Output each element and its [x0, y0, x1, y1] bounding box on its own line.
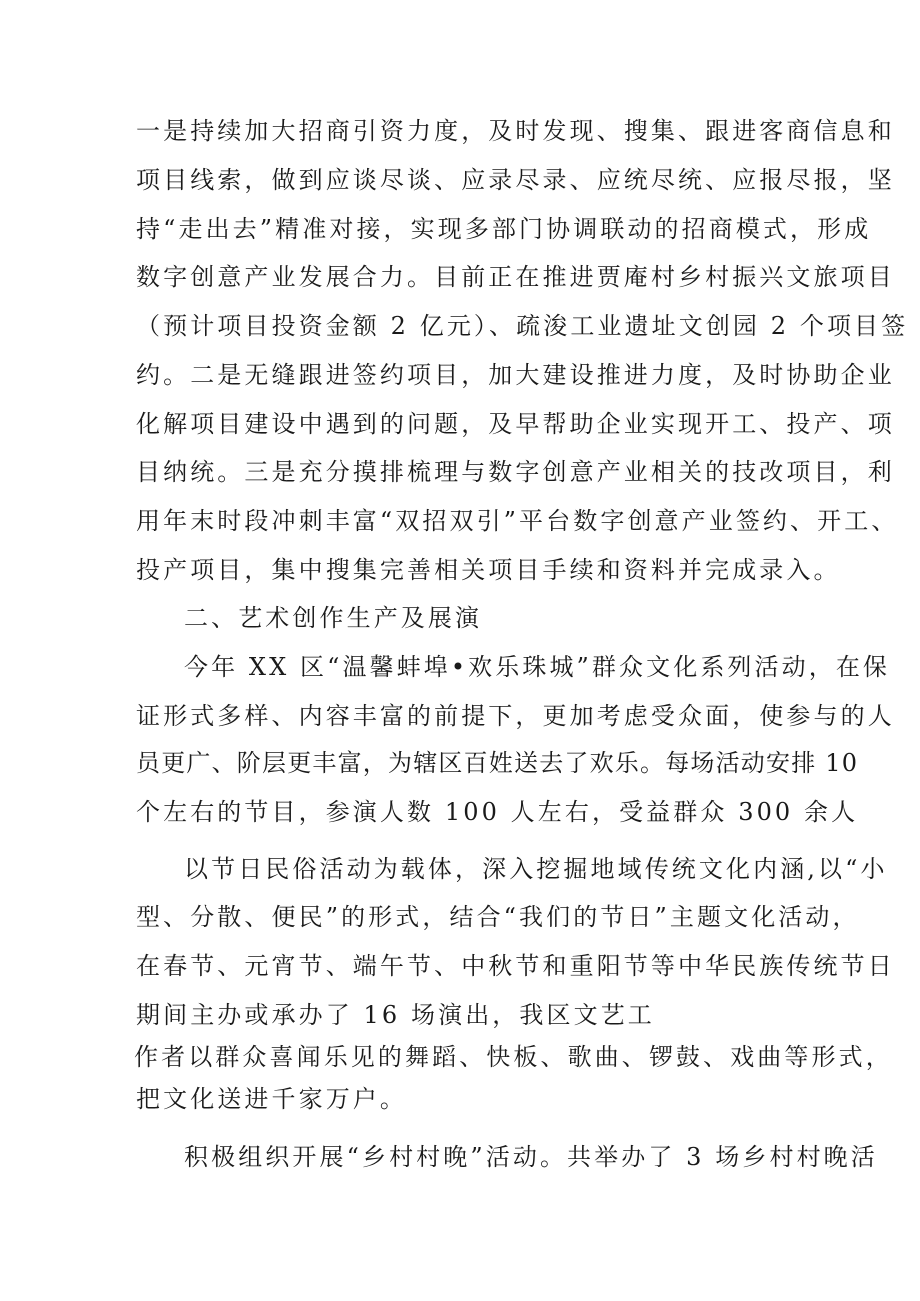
paragraph-line: 个左右的节目，参演人数 100 人左右，受益群众 300 余人	[136, 798, 859, 826]
paragraph-line: 化解项目建设中遇到的问题，及早帮助企业实现开工、投产、项	[136, 410, 895, 438]
paragraph-line: 在春节、元宵节、端午节、中秋节和重阳节等中华民族传统节日	[136, 952, 895, 980]
paragraph-line: 项目线索，做到应谈尽谈、应录尽录、应统尽统、应报尽报，坚	[136, 166, 895, 194]
paragraph-line: 用年末时段冲刺丰富“双招双引”平台数字创意产业签约、开工、	[136, 507, 899, 535]
paragraph-line: 以节日民俗活动为载体，深入挖掘地域传统文化内涵,以“小	[184, 855, 888, 883]
paragraph-line: 今年 XX 区“温馨蚌埠•欢乐珠城”群众文化系列活动，在保	[184, 653, 891, 681]
paragraph-line: 型、分散、便民”的形式，结合“我们的节日”主题文化活动，	[136, 903, 860, 931]
paragraph-line: 作者以群众喜闻乐见的舞蹈、快板、歌曲、锣鼓、戏曲等形式，	[134, 1043, 893, 1071]
paragraph-line: 证形式多样、内容丰富的前提下，更加考虑受众面，使参与的人	[136, 702, 895, 730]
paragraph-line: 一是持续加大招商引资力度，及时发现、搜集、跟进客商信息和	[136, 117, 895, 145]
section-heading: 二、艺术创作生产及展演	[184, 604, 483, 632]
paragraph-line: 持“走出去”精准对接，实现多部门协调联动的招商模式，形成	[136, 215, 872, 243]
paragraph-line: （预计项目投资金额 2 亿元）、疏浚工业遗址文创园 2 个项目签	[136, 312, 909, 340]
paragraph-line: 积极组织开展“乡村村晚”活动。共举办了 3 场乡村村晚活	[184, 1143, 878, 1171]
paragraph-line: 数字创意产业发展合力。目前正在推进贾庵村乡村振兴文旅项目	[136, 263, 895, 291]
paragraph-line: 员更广、阶层更丰富，为辖区百姓送去了欢乐。每场活动安排 10	[136, 749, 859, 777]
paragraph-line: 约。二是无缝跟进签约项目，加大建设推进力度，及时协助企业	[136, 361, 895, 389]
paragraph-line: 目纳统。三是充分摸排梳理与数字创意产业相关的技改项目，利	[136, 458, 895, 486]
paragraph-line: 把文化送进千家万户。	[136, 1085, 407, 1113]
paragraph-line: 投产项目，集中搜集完善相关项目手续和资料并完成录入。	[136, 556, 841, 584]
paragraph-line: 期间主办或承办了 16 场演出，我区文艺工	[136, 1001, 655, 1029]
